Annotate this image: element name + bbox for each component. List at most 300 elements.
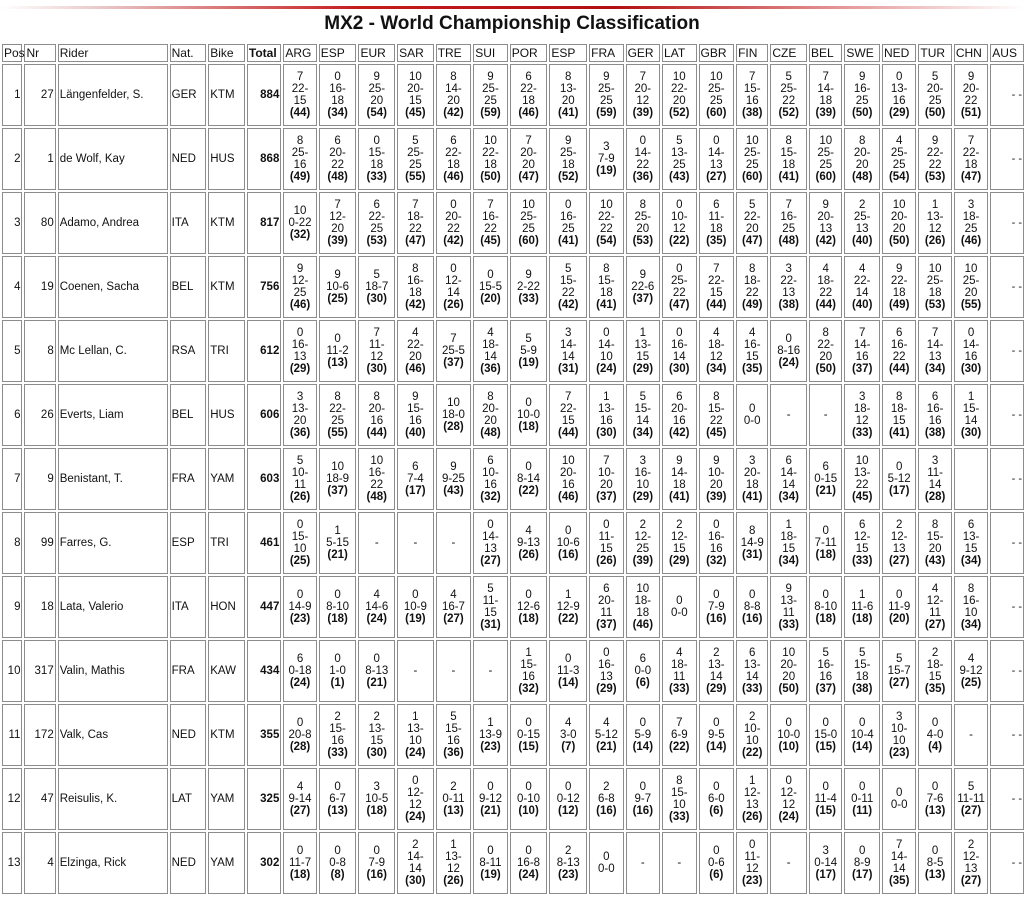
result-line: - - — [1011, 281, 1022, 293]
result-line: 5 — [639, 391, 647, 403]
event-points: (13) — [443, 805, 464, 817]
result-line: 7 — [639, 71, 647, 83]
event-points: (33) — [851, 427, 873, 439]
result-line: 4-0 — [926, 729, 944, 741]
result-line: 11 — [782, 607, 795, 619]
result-line: 0-8 — [329, 857, 346, 869]
event-points: (60) — [742, 171, 763, 183]
result-cell — [882, 192, 916, 254]
result-line: 15- — [780, 147, 798, 159]
result-cell — [283, 704, 316, 766]
result-line: 14 — [964, 415, 978, 427]
event-points: (21) — [327, 549, 348, 561]
event-points: (37) — [327, 485, 348, 497]
event-points: (23) — [558, 869, 579, 881]
col-header-event[interactable]: SUI — [473, 44, 507, 62]
result-line: 25 — [331, 415, 344, 427]
result-line: 10 — [599, 199, 613, 211]
rider-nationality: ESP — [170, 512, 207, 574]
result-line: 16- — [670, 339, 688, 351]
result-cell — [283, 512, 316, 574]
result-line: 25 — [522, 223, 535, 235]
result-cell — [844, 384, 880, 446]
rider-name[interactable]: Valk, Cas — [58, 704, 168, 766]
result-line: 9-14 — [288, 793, 312, 805]
event-points: (37) — [596, 619, 617, 631]
result-line: 15 — [855, 543, 869, 555]
result-cell — [770, 320, 807, 382]
event-points: (30) — [366, 293, 387, 305]
result-line: 7-9 — [598, 153, 615, 165]
rider-name[interactable]: Everts, Liam — [58, 384, 168, 446]
col-header-total[interactable]: Total — [247, 44, 281, 62]
result-line: 10 — [782, 647, 796, 659]
result-line: 7 — [334, 199, 341, 211]
result-line: 0 — [525, 461, 532, 473]
result-line: 22- — [743, 211, 761, 223]
result-cell — [882, 640, 916, 702]
result-line: 9-7 — [634, 793, 652, 805]
event-points: (47) — [960, 171, 982, 183]
col-header-event[interactable]: GBR — [699, 44, 735, 62]
event-points: (23) — [480, 741, 501, 753]
result-cell — [736, 128, 768, 190]
result-line: 4 — [450, 589, 457, 601]
result-line: 16-8 — [517, 857, 541, 869]
event-points: (23) — [289, 613, 311, 625]
result-cell — [954, 128, 988, 190]
col-header-event[interactable]: ARG — [283, 44, 316, 62]
result-line: 5 — [858, 647, 866, 659]
result-line: 4 — [373, 589, 380, 601]
result-line: 13- — [962, 531, 980, 543]
result-line: 3 — [565, 327, 572, 339]
result-cell — [918, 448, 951, 510]
result-line: 7 — [931, 327, 939, 339]
event-points: (35) — [888, 875, 910, 887]
event-points: (7) — [561, 741, 576, 753]
col-header-event[interactable]: CHN — [954, 44, 988, 62]
result-line: 25 — [964, 223, 978, 235]
result-line: - — [786, 409, 791, 421]
result-line: 0 — [785, 333, 792, 345]
result-line: 13- — [634, 339, 652, 351]
result-cell — [736, 576, 768, 638]
event-points: (30) — [669, 363, 690, 375]
result-line: 16 — [447, 735, 460, 747]
result-line: 15 — [745, 351, 759, 363]
col-header-nr[interactable]: Nr — [24, 44, 55, 62]
result-line: 0 — [487, 781, 494, 793]
event-points: (42) — [669, 427, 690, 439]
result-line: 10-4 — [850, 729, 874, 741]
result-cell — [809, 320, 842, 382]
result-line: 16 — [484, 479, 497, 491]
col-header-event[interactable]: SAR — [397, 44, 434, 62]
result-cell — [510, 640, 548, 702]
event-points: (27) — [289, 805, 311, 817]
result-line: 14 — [892, 863, 906, 875]
result-line: 20 — [293, 415, 307, 427]
result-line: 8 — [822, 327, 829, 339]
rider-bike: TRI — [208, 320, 245, 382]
event-points: (35) — [742, 363, 763, 375]
result-cell — [358, 128, 395, 190]
result-line: 25 — [599, 95, 613, 107]
result-cell — [918, 192, 951, 254]
result-cell — [549, 320, 587, 382]
col-header-event[interactable]: LAT — [662, 44, 696, 62]
event-points: (34) — [778, 491, 799, 503]
result-cell — [358, 320, 395, 382]
result-cell — [473, 512, 507, 574]
result-cell — [510, 256, 548, 318]
result-line: 1 — [450, 839, 457, 851]
result-line: 0-14 — [814, 857, 838, 869]
col-header-bike[interactable]: Bike — [208, 44, 245, 62]
result-cell — [397, 832, 434, 894]
event-points: (43) — [669, 171, 690, 183]
event-points: (50) — [851, 107, 873, 119]
event-points: (36) — [289, 427, 311, 439]
result-cell — [549, 384, 587, 446]
rider-name[interactable]: Längenfelder, S. — [58, 64, 168, 126]
result-line: 14 — [782, 479, 796, 491]
result-line: 10 — [636, 583, 650, 595]
rider-nationality: NED — [170, 704, 207, 766]
rider-nationality: GER — [170, 64, 207, 126]
result-line: 25 — [484, 95, 497, 107]
col-header-event[interactable]: BEL — [809, 44, 842, 62]
result-cell — [918, 320, 951, 382]
classification-table-wrap — [0, 42, 1024, 896]
result-line: 9 — [412, 391, 419, 403]
result-line: 5-9 — [520, 345, 537, 357]
col-header-event[interactable]: POR — [510, 44, 548, 62]
result-cell — [699, 704, 735, 766]
rider-bike: YAM — [208, 832, 245, 894]
rider-name[interactable]: de Wolf, Kay — [58, 128, 168, 190]
result-cell — [319, 768, 357, 830]
rider-total-points: 325 — [247, 768, 281, 830]
result-cell — [990, 128, 1024, 190]
result-cell — [990, 704, 1024, 766]
event-points: (30) — [960, 363, 982, 375]
result-cell — [319, 256, 357, 318]
event-points: (16) — [742, 613, 763, 625]
result-line: 15 — [561, 415, 575, 427]
result-line: 6 — [450, 135, 457, 147]
col-header-event[interactable]: CZE — [770, 44, 807, 62]
result-cell — [699, 640, 735, 702]
rider-nationality: NED — [170, 832, 207, 894]
result-line: 10 — [745, 735, 759, 747]
result-line: 20 — [408, 351, 422, 363]
header-row — [2, 44, 1024, 62]
result-line: 15- — [743, 83, 761, 95]
rider-nationality: ITA — [170, 576, 207, 638]
result-line: 18 — [331, 95, 344, 107]
result-line: 0 — [931, 717, 939, 729]
event-points: (43) — [443, 485, 464, 497]
result-cell — [844, 768, 880, 830]
result-cell — [882, 704, 916, 766]
result-line: 6 — [967, 519, 975, 531]
result-line: 13- — [926, 211, 944, 223]
result-cell — [589, 192, 623, 254]
event-points: (33) — [669, 811, 690, 823]
event-points: (32) — [480, 491, 501, 503]
result-cell — [589, 64, 623, 126]
rider-name[interactable]: Reisulis, K. — [58, 768, 168, 830]
result-line: 22- — [890, 275, 908, 287]
result-line: 22- — [707, 275, 725, 287]
result-cell — [736, 512, 768, 574]
result-line: 13-9 — [478, 729, 502, 741]
col-header-event[interactable]: EUR — [358, 44, 395, 62]
result-line: 16- — [853, 83, 871, 95]
result-line: 5 — [676, 135, 683, 147]
result-cell — [436, 832, 472, 894]
result-line: 14-6 — [365, 601, 389, 613]
col-header-event[interactable]: AUS — [990, 44, 1024, 62]
result-line: 22- — [291, 83, 309, 95]
event-points: (15) — [815, 741, 836, 753]
rider-position: 8 — [2, 512, 22, 574]
result-line: 25- — [482, 83, 499, 95]
event-points: (54) — [596, 235, 617, 247]
result-line: 4 — [565, 717, 572, 729]
event-points: (25) — [327, 293, 348, 305]
col-header-event[interactable]: SWE — [844, 44, 880, 62]
col-header-event[interactable]: GER — [626, 44, 660, 62]
result-line: 22- — [853, 275, 871, 287]
result-cell — [436, 704, 472, 766]
event-points: (55) — [405, 171, 426, 183]
result-line: 10 — [447, 397, 460, 409]
event-points: (41) — [669, 491, 690, 503]
result-cell — [770, 128, 807, 190]
result-line: 8-14 — [517, 473, 541, 485]
result-line: - — [413, 537, 418, 549]
result-line: 0 — [858, 781, 866, 793]
result-cell — [397, 64, 434, 126]
result-cell — [770, 64, 807, 126]
result-line: 18 — [484, 159, 497, 171]
result-line: 15-5 — [478, 281, 502, 293]
result-line: 0 — [749, 589, 756, 601]
result-line: 8-8 — [743, 601, 761, 613]
result-line: 15- — [634, 403, 652, 415]
rider-number: 317 — [24, 640, 55, 702]
result-cell — [918, 832, 951, 894]
result-line: 0 — [822, 525, 829, 537]
result-cell — [319, 384, 357, 446]
col-header-pos[interactable]: Pos — [4, 46, 25, 60]
result-cell — [626, 576, 660, 638]
event-points: (22) — [558, 613, 579, 625]
col-header-nat[interactable]: Nat. — [170, 44, 207, 62]
result-line: 11 — [600, 607, 613, 619]
result-cell — [283, 256, 316, 318]
col-header-event[interactable]: FIN — [736, 44, 768, 62]
result-cell — [699, 384, 735, 446]
event-points: (27) — [924, 619, 946, 631]
result-line: 4 — [858, 263, 866, 275]
col-header-event[interactable]: FRA — [589, 44, 623, 62]
result-line: 22 — [964, 95, 978, 107]
event-points: (18) — [815, 549, 836, 561]
result-cell — [319, 832, 357, 894]
result-cell — [954, 512, 988, 574]
result-line: 25- — [634, 211, 652, 223]
result-line: 0 — [412, 775, 419, 787]
result-line: 0 — [373, 135, 380, 147]
result-line: 0-15 — [814, 473, 838, 485]
result-line: 12- — [853, 531, 871, 543]
result-cell — [990, 64, 1024, 126]
table-row — [2, 192, 1024, 254]
result-line: 6 — [373, 199, 380, 211]
result-line: 20- — [329, 147, 346, 159]
result-line: 7 — [525, 135, 532, 147]
result-line: 15 — [484, 607, 497, 619]
event-points: (27) — [888, 555, 910, 567]
result-line: 20- — [407, 83, 424, 95]
result-line: 25- — [520, 211, 537, 223]
event-points: (17) — [851, 869, 873, 881]
result-line: 6 — [676, 391, 683, 403]
result-line: 0 — [603, 519, 610, 531]
col-header-rider[interactable]: Rider — [58, 44, 168, 62]
result-cell — [510, 128, 548, 190]
result-line: - — [640, 857, 645, 869]
event-points: (30) — [405, 875, 426, 887]
result-cell — [358, 640, 395, 702]
result-line: 14 — [408, 863, 422, 875]
result-line: 10 — [964, 607, 978, 619]
result-line: - — [488, 665, 493, 677]
rider-bike: HUS — [208, 128, 245, 190]
result-cell — [918, 576, 951, 638]
result-line: 0-6 — [707, 857, 725, 869]
result-line: 16- — [407, 275, 424, 287]
result-line: 4 — [412, 327, 419, 339]
col-header-event[interactable]: ESP — [549, 44, 587, 62]
result-line: 18- — [926, 659, 944, 671]
result-line: 13 — [599, 671, 613, 683]
event-points: (37) — [443, 357, 464, 369]
event-points: (60) — [518, 235, 539, 247]
result-cell — [626, 704, 660, 766]
result-line: 16 — [928, 415, 942, 427]
result-line: 20- — [926, 83, 944, 95]
rider-name[interactable]: Benistant, T. — [58, 448, 168, 510]
result-line: 2 — [931, 647, 939, 659]
rider-name[interactable]: Adamo, Andrea — [58, 192, 168, 254]
rider-name[interactable]: Mc Lellan, C. — [58, 320, 168, 382]
result-line: 10-6 — [556, 537, 580, 549]
col-header-event[interactable]: TRE — [436, 44, 472, 62]
result-line: 3 — [373, 781, 380, 793]
rider-name[interactable]: Valin, Mathis — [58, 640, 168, 702]
result-cell — [809, 576, 842, 638]
result-line: 25- — [291, 147, 309, 159]
event-points: (27) — [443, 613, 464, 625]
col-header-event[interactable]: ESP — [319, 44, 357, 62]
event-points: (10) — [778, 741, 799, 753]
result-line: 13- — [598, 403, 615, 415]
result-cell — [699, 832, 735, 894]
rider-name[interactable]: Coenen, Sacha — [58, 256, 168, 318]
result-line: 25 — [928, 95, 942, 107]
event-points: (36) — [480, 363, 501, 375]
result-line: 12 — [782, 799, 796, 811]
result-line: 16- — [890, 339, 908, 351]
result-line: 15- — [291, 531, 309, 543]
result-cell — [436, 640, 472, 702]
result-line: 25 — [672, 159, 686, 171]
result-line: 7-11 — [814, 537, 837, 549]
result-line: 4 — [603, 717, 610, 729]
rider-number: 8 — [24, 320, 55, 382]
rider-name[interactable]: Farres, G. — [58, 512, 168, 574]
result-line: 6-7 — [329, 793, 346, 805]
result-line: 0 — [639, 781, 647, 793]
result-line: 12- — [445, 275, 462, 287]
result-cell — [770, 704, 807, 766]
result-line: 10 — [370, 455, 384, 467]
result-line: 4 — [676, 647, 683, 659]
result-line: 3 — [931, 455, 939, 467]
result-line: 8-9 — [853, 857, 871, 869]
result-cell — [549, 256, 587, 318]
result-line: 14- — [962, 339, 980, 351]
col-header-event[interactable]: TUR — [918, 44, 951, 62]
event-points: (60) — [815, 171, 836, 183]
result-line: 3 — [895, 711, 903, 723]
result-line: 18- — [817, 275, 835, 287]
result-line: 15 — [408, 95, 422, 107]
result-line: 18 — [855, 671, 869, 683]
result-line: 0 — [296, 519, 304, 531]
event-points: (17) — [405, 485, 426, 497]
result-line: 10 — [745, 135, 759, 147]
event-points: (27) — [480, 555, 501, 567]
result-line: 8 — [296, 135, 304, 147]
event-points: (22) — [669, 235, 690, 247]
result-line: 9 — [822, 199, 829, 211]
result-line: 0 — [822, 781, 829, 793]
result-cell — [319, 576, 357, 638]
result-line: 5 — [373, 269, 380, 281]
rider-nationality: LAT — [170, 768, 207, 830]
result-line: 22- — [407, 339, 424, 351]
result-cell — [473, 640, 507, 702]
rider-position: 3 — [2, 192, 22, 254]
result-cell — [319, 448, 357, 510]
result-line: 9 — [676, 455, 683, 467]
result-cell — [662, 512, 696, 574]
result-line: 0 — [895, 71, 903, 83]
rider-name[interactable]: Lata, Valerio — [58, 576, 168, 638]
event-points: (29) — [632, 363, 654, 375]
rider-name[interactable]: Elzinga, Rick — [58, 832, 168, 894]
result-cell — [510, 64, 548, 126]
result-cell — [990, 256, 1024, 318]
col-header-event[interactable]: NED — [882, 44, 916, 62]
result-line: 12- — [926, 595, 944, 607]
